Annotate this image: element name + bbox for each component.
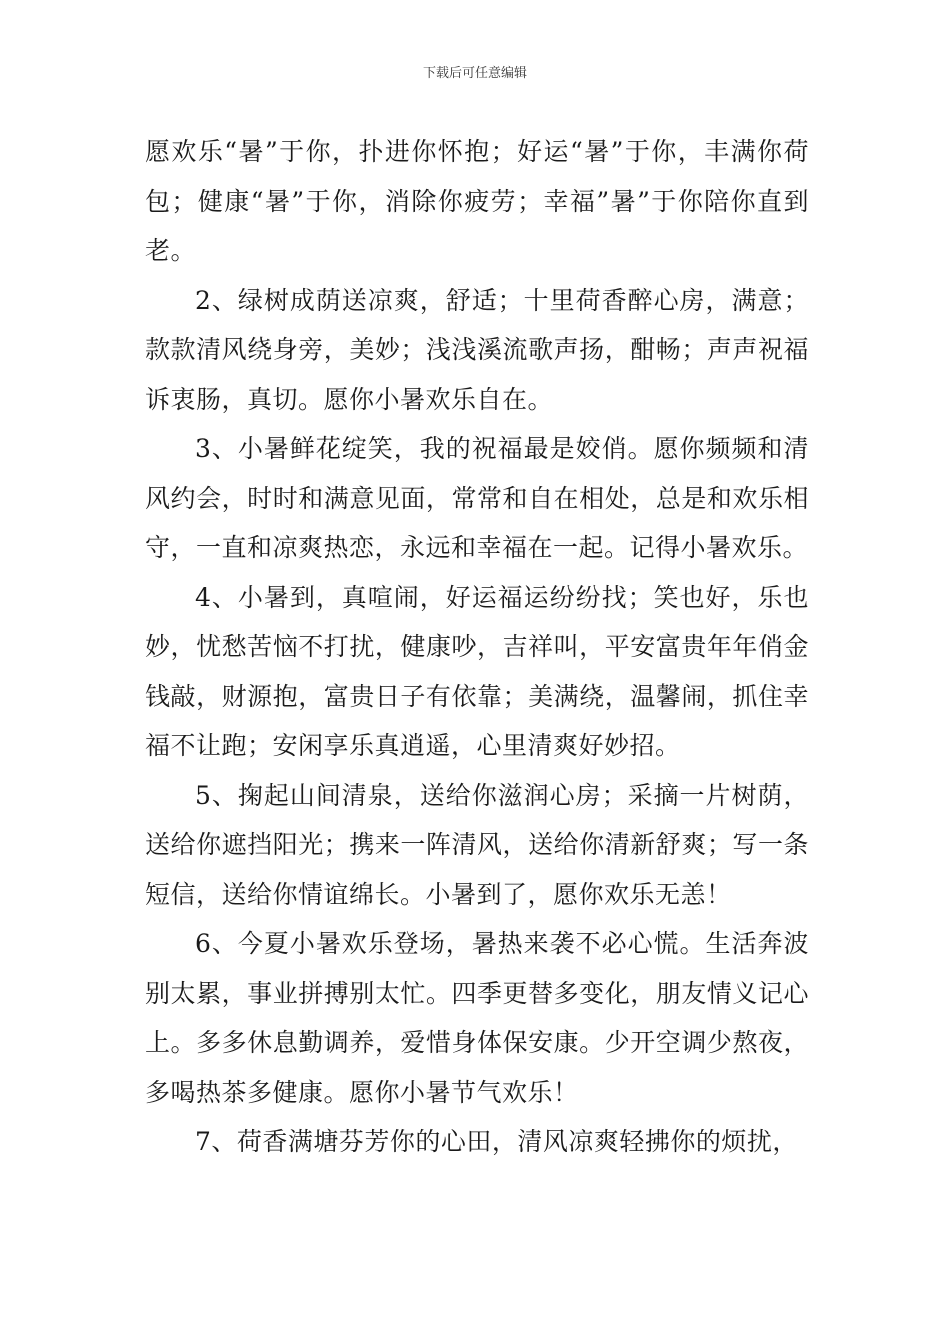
paragraph-3: 3、小暑鲜花绽笑，我的祝福最是姣俏。愿你频频和清风约会，时时和满意见面，常常和自在相处，总是和欢乐相守，一直和凉爽热恋，永远和幸福在一起。记得小暑欢乐。 [145, 434, 809, 562]
paragraph-5: 5、掬起山间清泉，送给你滋润心房；采摘一片树荫，送给你遮挡阳光；携来一阵清风，送给你清新舒爽；写一条短信，送给你情谊绵长。小暑到了，愿你欢乐无恙！ [145, 780, 809, 909]
paragraph-1: 愿欢乐“暑”于你，扑进你怀抱；好运“暑”于你，丰满你荷包；健康“暑”于你，消除你疲劳；幸福”暑”于你陪你直到老。 [145, 137, 809, 265]
page-header: 下载后可任意编辑 [422, 66, 527, 81]
paragraph-2: 2、绿树成荫送凉爽，舒适；十里荷香醉心房，满意；款款清风绕身旁，美妙；浅浅溪流歌声扬，酣畅；声声祝福诉衷肠，真切。愿你小暑欢乐自在。 [145, 285, 809, 414]
paragraph-7: 7、荷香满塘芬芳你的心田，清风凉爽轻拂你的烦扰， [195, 1127, 798, 1156]
paragraph-6: 6、今夏小暑欢乐登场，暑热来袭不必心慌。生活奔波别太累，事业拼搏别太忙。四季更替多变化，朋友情义记心上。多多休息勤调养，爱惜身体保安康。少开空调少熬夜，多喝热茶多健康。愿你小暑节气欢乐！ [145, 929, 809, 1107]
paragraph-4: 4、小暑到，真喧闹，好运福运纷纷找；笑也好，乐也妙，忧愁苦恼不打扰，健康吵，吉祥叫，平安富贵年年俏金钱敲，财源抱，富贵日子有依靠；美满绕，温馨闹，抓住幸福不让跑；安闲享乐真逍遥，心里清爽好妙招。 [145, 582, 809, 760]
document-body [145, 127, 809, 1167]
